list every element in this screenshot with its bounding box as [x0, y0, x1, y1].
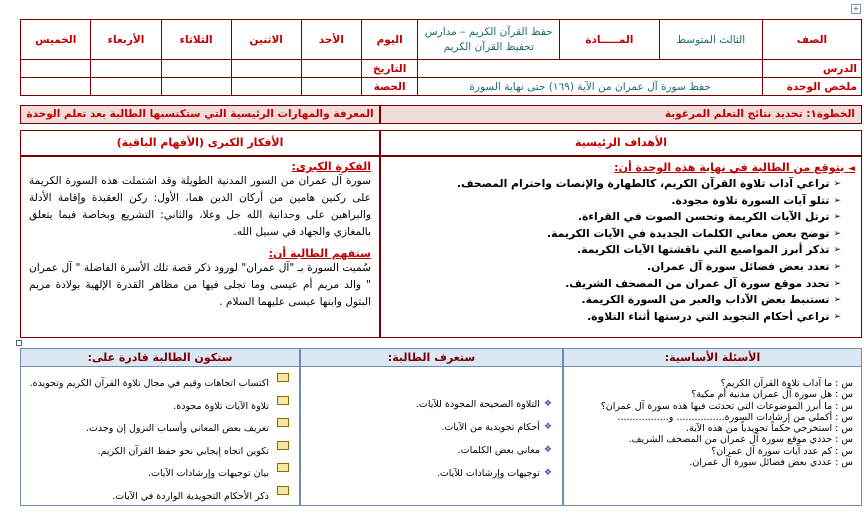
goal-item: ➢ تراعي أحكام التجويد التي درستها أثناء التلاوة. — [387, 309, 841, 326]
lesson-label: الدرس — [762, 60, 861, 78]
goal-item: ➢ تذكر أبرز المواضيع التي ناقشتها الآيات الكريمة. — [387, 242, 841, 259]
chevron-icon: ➢ — [833, 245, 841, 256]
triangle-right-icon: ◄ — [848, 164, 855, 174]
goal-item: ➢ تحدد موقع سورة آل عمران من المصحف الشريف. — [387, 276, 841, 293]
able-item: بيان توجيهات وإرشادات الآيات. — [25, 463, 289, 486]
expand-icon[interactable]: + — [852, 4, 860, 13]
goal-item: ➢ تستنبط بعض الآداب والعبر من السورة الكريمة. — [387, 292, 841, 309]
able-item: تعريف بعض المعاني وأسباب النزول إن وجدت. — [25, 418, 289, 441]
period-label: الحصة — [361, 78, 418, 96]
goal-item: ➢ تتلو آيات السورة تلاوة مجودة. — [387, 193, 841, 210]
big-idea-panel — [20, 156, 380, 338]
know-list — [301, 367, 562, 485]
able-item: ذكر الأحكام التجويدية الواردة في الآيات. — [25, 486, 289, 509]
know-item: ❖ أحكام تجويدية من الآيات. — [305, 416, 552, 439]
subject-label: المـــــادة — [560, 20, 660, 60]
know-item: ❖ معاني بعض الكلمات. — [305, 439, 552, 462]
chevron-icon: ➢ — [833, 295, 841, 306]
main-goals-header: الأهداف الرئيسية — [380, 130, 862, 156]
unit-summary-value: حفظ سورة آل عمران من الآية (١٦٩) حتى نهاية السورة — [418, 78, 762, 96]
lesson-value — [418, 60, 762, 78]
date-cell-1 — [301, 60, 361, 78]
know-title: ستعرف الطالبة: — [301, 349, 562, 367]
period-cell-3 — [161, 78, 231, 96]
period-cell-1 — [301, 78, 361, 96]
day-tuesday: الثلاثاء — [161, 20, 231, 60]
question-item: س : أكملي من إرشادات السورة................ و................. — [617, 411, 853, 423]
questions-list — [564, 367, 861, 468]
able-item: تلاوة الآيات تلاوة مجودة. — [25, 396, 289, 419]
diamond-icon: ❖ — [543, 399, 552, 409]
chevron-icon: ➢ — [833, 195, 841, 206]
able-item: تكوين اتجاه إيجابي نحو حفظ القرآن الكريم. — [25, 441, 289, 464]
date-label: التاريخ — [361, 60, 418, 78]
chevron-icon: ➢ — [833, 179, 841, 189]
goals-list — [387, 176, 855, 325]
know-item: ❖ التلاوة الصحيحة المجودة للآيات. — [305, 393, 552, 416]
diamond-icon: ❖ — [543, 468, 552, 478]
goal-item: ➢ توضح بعض معاني الكلمات الجديدة في الآيات الكريمة. — [387, 226, 841, 243]
date-cell-2 — [231, 60, 301, 78]
knowledge-title: المعرفة والمهارات الرئيسية التي ستكتسبها الطالبة بعد تعلم الوحدة — [26, 108, 374, 120]
diamond-icon: ❖ — [543, 422, 552, 432]
class-value: الثالث المتوسط — [659, 20, 762, 60]
know-item: ❖ توجيهات وإرشادات للآيات. — [305, 462, 552, 485]
able-title: ستكون الطالبة قادرة على: — [21, 349, 299, 367]
chevron-icon: ➢ — [833, 278, 841, 289]
able-list — [21, 367, 299, 508]
diamond-icon: ❖ — [543, 445, 552, 455]
period-cell-2 — [231, 78, 301, 96]
book-icon — [277, 396, 289, 405]
subject-value: حفظ القرآن الكريم – مدارس تحفيظ القرآن الكريم — [418, 20, 560, 60]
questions-panel — [563, 348, 862, 506]
book-icon — [277, 441, 289, 450]
date-cell-5 — [21, 60, 91, 78]
table-anchor-icon — [16, 340, 22, 346]
lesson-plan-table — [20, 19, 862, 96]
date-cell-4 — [91, 60, 161, 78]
knowledge-title-bar — [20, 105, 380, 124]
unit-summary-label: ملخص الوحدة — [762, 78, 861, 96]
chevron-icon: ➢ — [833, 212, 841, 223]
questions-title: الأسئلة الأساسية: — [564, 349, 861, 367]
understand-text: سُميت السورة بـ "آل عمران" لورود ذكر قصة تلك الأسرة الفاضلة " آل عمران " والد مريم أم عيسى وما تجلى فيها من مظاهر القدرة الإلهية بولادة مريم البتول وابنها عيسى عليهما السلام . — [29, 262, 371, 308]
question-item: س : هل سورة آل عمران مدنية أم مكية؟ — [691, 389, 853, 401]
goal-item: ➢ ترتل الآيات الكريمة وتحسن الصوت في القراءة. — [387, 209, 841, 226]
chevron-icon: ➢ — [833, 311, 841, 322]
question-item: س : ما أبرز الموضوعات التي تحدثت فيها هذه سورة آل عمران؟ — [600, 400, 853, 412]
day-monday: الاثنين — [231, 20, 301, 60]
able-item: اكتساب اتجاهات وقيم في مجال تلاوة القرآن الكريم وتجويده. — [25, 373, 289, 396]
big-idea-text: سورة آل عمران من السور المدنية الطويلة وقد اشتملت هذه السورة الكريمة على ركنين هامين من أركان الدين هما، الأول: ركن العقيدة وإقامة الأدلة والبراهين على وحدانية الله جل وعلا، والثاني: التشريع وبخاصة فيما يتعلق بالمغازي والجهاد في سبيل الله. — [29, 175, 371, 238]
goal-item: ➢ تعدد بعض فضائل سورة آل عمران. — [387, 259, 841, 276]
date-cell-3 — [161, 60, 231, 78]
period-cell-4 — [91, 78, 161, 96]
day-thursday: الخميس — [21, 20, 91, 60]
understand-title: ستفهم الطالبة أن: — [268, 247, 371, 260]
goal-item: ➢ تراعي آداب تلاوة القرآن الكريم، كالطهارة والإنصات واحترام المصحف. — [387, 176, 841, 193]
book-icon — [277, 463, 289, 472]
step-title-bar — [380, 105, 862, 124]
question-item: س : استخرجي حكماً تجويدياً من هذه الآية. — [685, 423, 853, 435]
day-sunday: الأحد — [301, 20, 361, 60]
question-item: س : حددي موقع سورة آل عمران من المصحف الشريف. — [628, 434, 853, 446]
book-icon — [277, 486, 289, 495]
know-panel — [300, 348, 563, 506]
day-label: اليوم — [361, 20, 418, 60]
question-item: س : ما آداب تلاوة القرآن الكريم؟ — [720, 378, 853, 389]
chevron-icon: ➢ — [833, 228, 841, 239]
big-ideas-header: الأفكار الكبرى (الأفهام الباقية) — [20, 130, 380, 156]
period-cell-5 — [21, 78, 91, 96]
step-title: الخطوة١: تحديد نتائج التعلم المرغوبة — [664, 108, 855, 120]
class-label: الصف — [762, 20, 861, 60]
chevron-icon: ➢ — [833, 261, 841, 272]
book-icon — [277, 373, 289, 382]
question-item: س : عددي بعض فضائل سورة آل عمران. — [689, 457, 853, 469]
day-wednesday: الأربعاء — [91, 20, 161, 60]
able-panel — [20, 348, 300, 506]
big-idea-title: الفكرة الكبرى: — [291, 160, 371, 173]
goals-intro: ◄ يتوقع من الطالبة في نهاية هذه الوحدة أن: — [614, 161, 855, 174]
goals-panel — [380, 156, 862, 338]
book-icon — [277, 418, 289, 427]
question-item: س : كم عدد آيات سورة آل عمران؟ — [711, 445, 853, 457]
